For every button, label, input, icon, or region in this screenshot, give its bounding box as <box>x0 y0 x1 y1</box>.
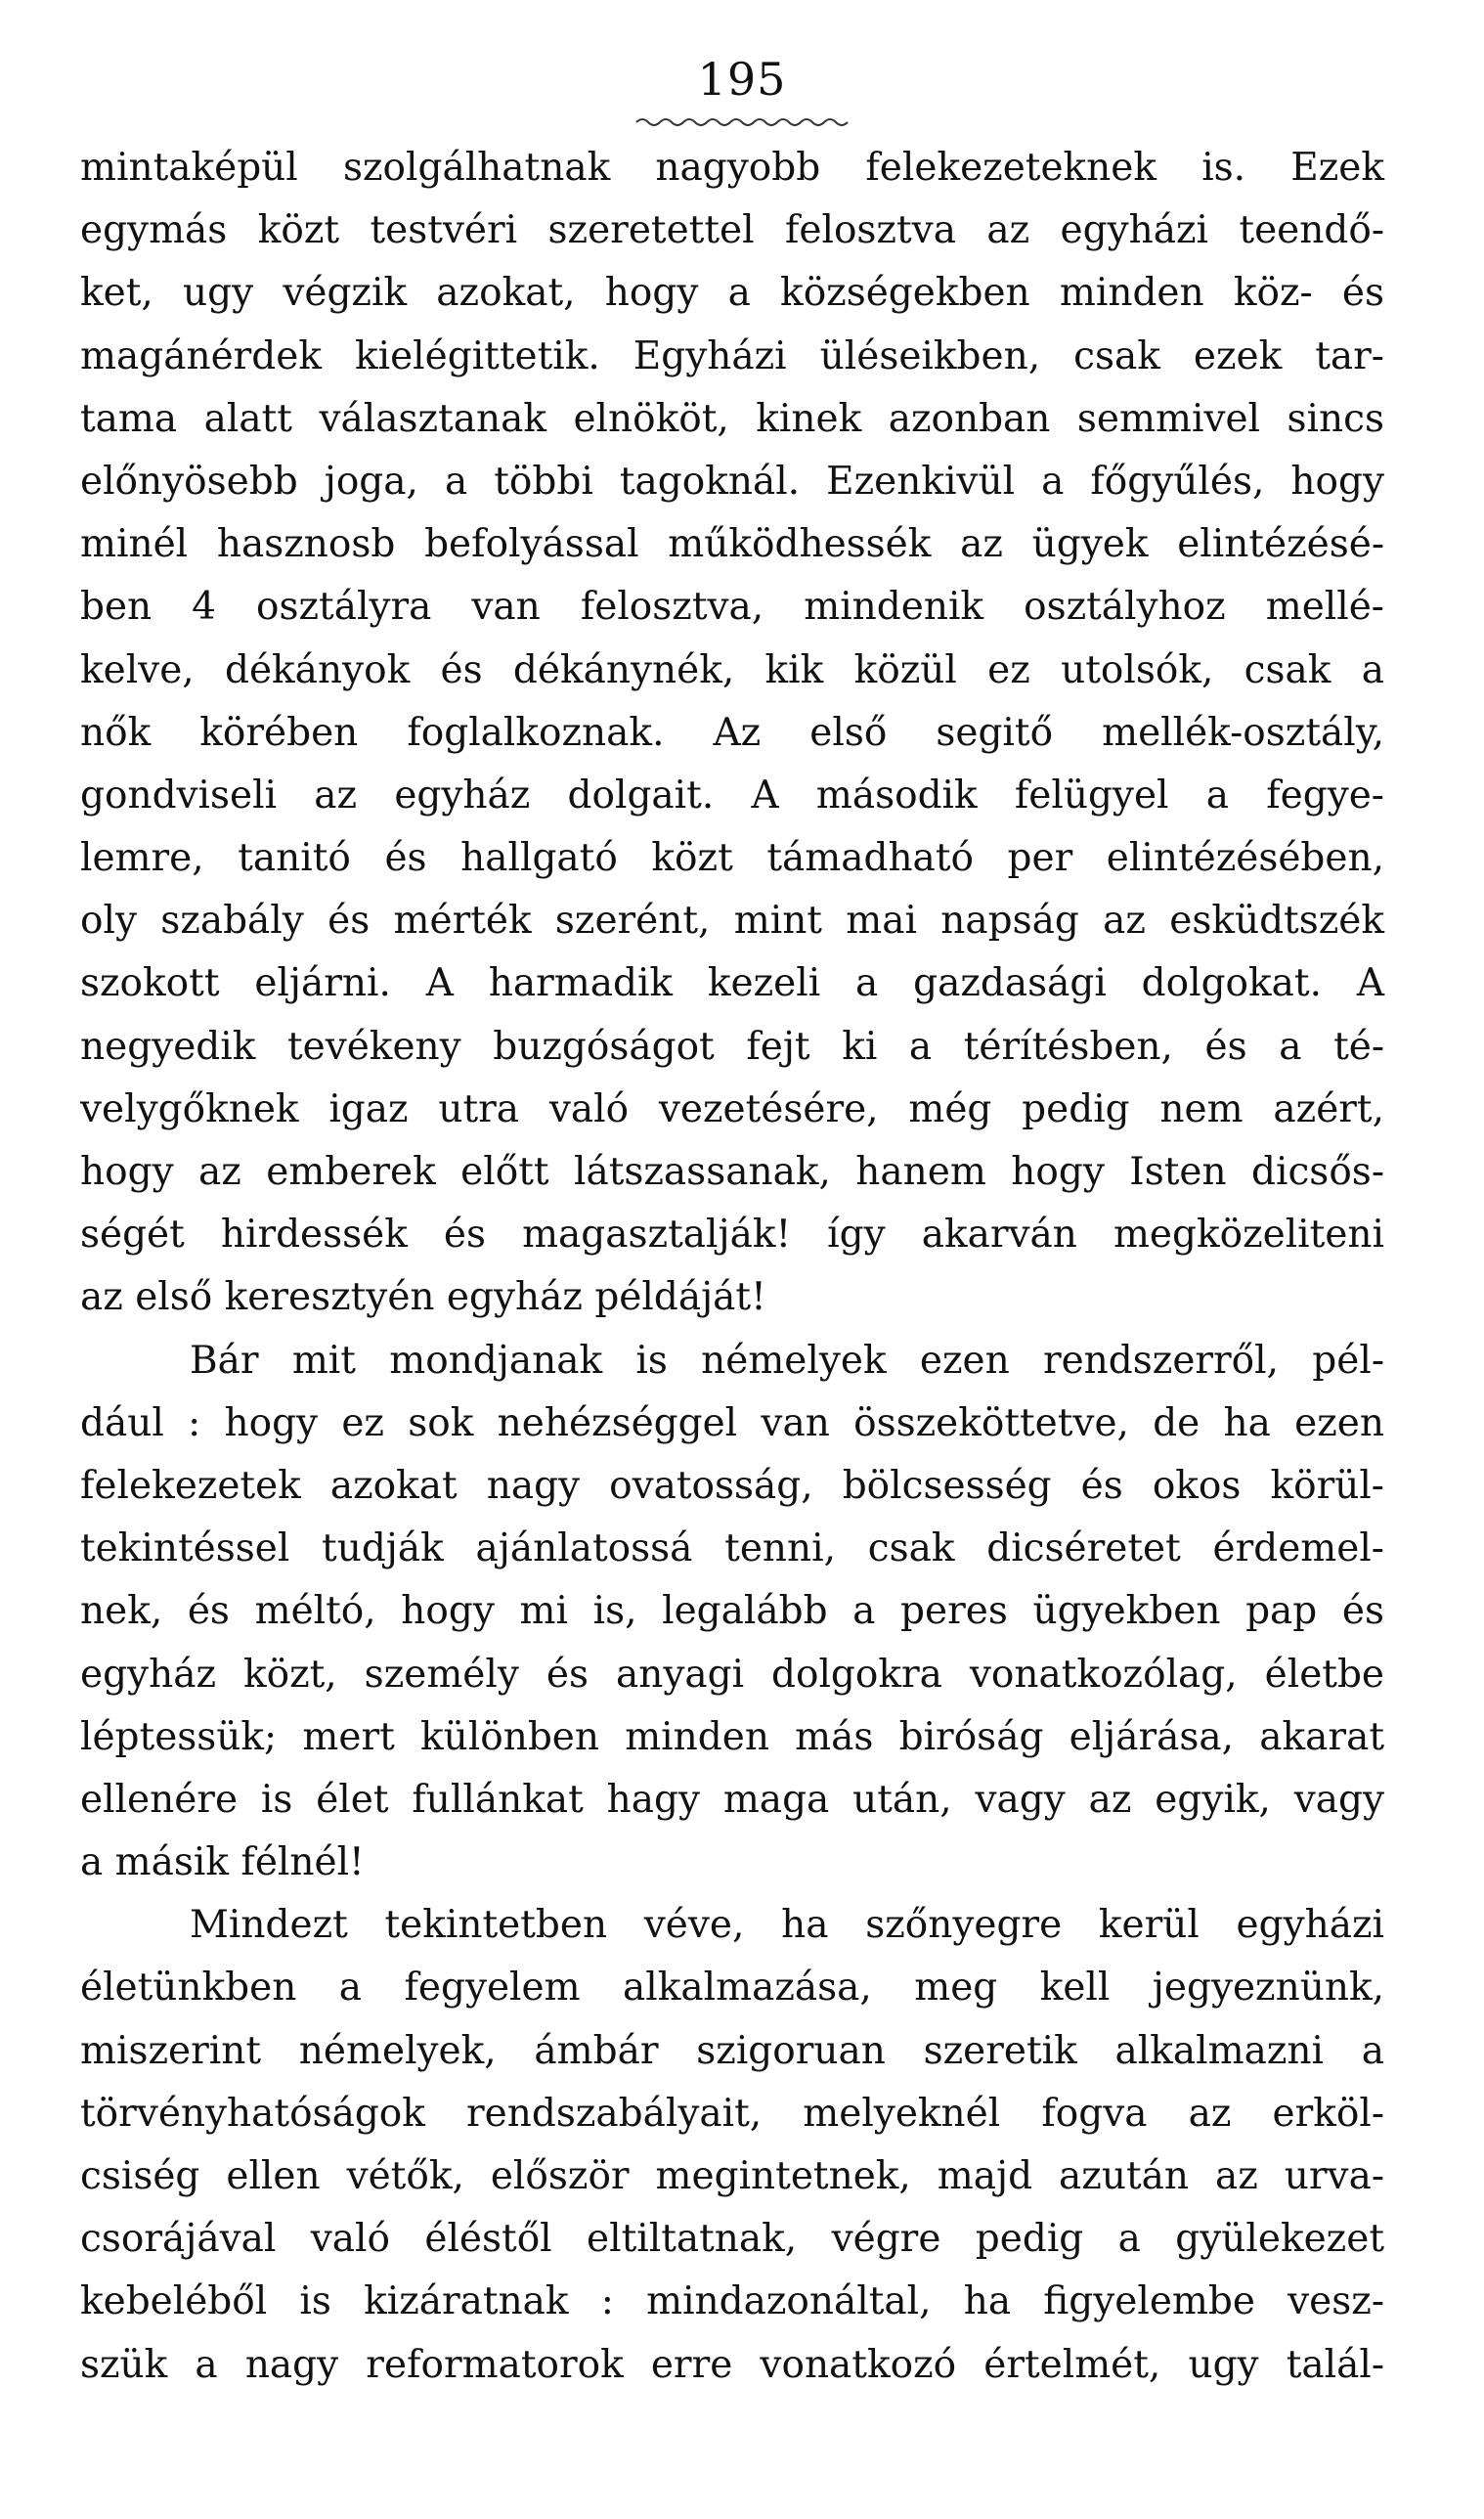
text-line: nek, és méltó, hogy mi is, legalább a peres ügyekben pap és <box>80 1589 1384 1634</box>
text-line: hogy az emberek előtt látszassanak, hanem hogy Isten dicsős- <box>80 1150 1384 1194</box>
text-line: szük a nagy reformatorok erre vonatkozó értelmét, ugy talál- <box>80 2342 1384 2387</box>
text-line: egyház közt, személy és anyagi dolgokra vonatkozólag, életbe <box>80 1652 1384 1697</box>
text-line: dául : hogy ez sok nehézséggel van összeköttetve, de ha ezen <box>80 1400 1384 1445</box>
text-line: minél hasznosb befolyással működhessék az ügyek elintézésé- <box>80 522 1384 567</box>
text-line: ben 4 osztályra van felosztva, mindenik osztályhoz mellé- <box>80 585 1384 630</box>
text-line: törvényhatóságok rendszabályait, melyeknél fogva az erköl- <box>80 2091 1384 2136</box>
text-line: gondviseli az egyház dolgait. A második felügyel a fegye- <box>80 773 1384 818</box>
page-number: 195 <box>697 53 787 106</box>
paragraph-end-line: az első keresztyén egyház példáját! <box>80 1275 766 1320</box>
text-line: lemre, tanitó és hallgató közt támadható per elintézésében, <box>80 836 1384 881</box>
text-line: ellenére is élet fullánkat hagy maga után, vagy az egyik, vagy <box>80 1777 1384 1822</box>
text-line: felekezetek azokat nagy ovatosság, bölcsesség és okos körül- <box>80 1463 1384 1508</box>
text-line: előnyösebb joga, a többi tagoknál. Ezenkivül a főgyűlés, hogy <box>80 459 1384 504</box>
wavy-rule-svg <box>634 115 850 129</box>
text-line: mintaképül szolgálhatnak nagyobb felekezeteknek is. Ezek <box>80 146 1384 190</box>
text-line: életünkben a fegyelem alkalmazása, meg kell jegyeznünk, <box>80 1966 1384 2011</box>
text-line: ségét hirdessék és magasztalják! így akarván megközeliteni <box>80 1213 1384 1258</box>
text-line: tama alatt választanak elnököt, kinek azonban semmivel sincs <box>80 396 1384 441</box>
text-line: negyedik tevékeny buzgóságot fejt ki a térítésben, és a té- <box>80 1024 1384 1069</box>
text-line: csiség ellen vétők, először megintetnek, majd azután az urva- <box>80 2154 1384 2198</box>
text-line: velygőknek igaz utra való vezetésére, még pedig nem azért, <box>80 1086 1384 1131</box>
text-line: tekintéssel tudják ajánlatossá tenni, csak dicséretet érdemel- <box>80 1526 1384 1571</box>
paragraph-end-line: a másik félnél! <box>80 1840 365 1885</box>
text-line: kebeléből is kizáratnak : mindazonáltal, ha figyelembe vesz- <box>80 2279 1384 2324</box>
text-line: oly szabály és mérték szerént, mint mai napság az esküdtszék <box>80 899 1384 944</box>
wavy-rule-icon <box>0 115 1484 129</box>
text-line: egymás közt testvéri szeretettel felosztva az egyházi teendő- <box>80 208 1384 253</box>
text-line: kelve, dékányok és dékánynék, kik közül ez utolsók, csak a <box>80 647 1384 692</box>
paragraph-start-line: Bár mit mondjanak is némelyek ezen rendszerről, pél- <box>190 1338 1384 1383</box>
text-line: miszerint némelyek, ámbár szigoruan szeretik alkalmazni a <box>80 2028 1384 2073</box>
text-line: szokott eljárni. A harmadik kezeli a gazdasági dolgokat. A <box>80 961 1384 1006</box>
text-line: csorájával való éléstől eltiltatnak, végre pedig a gyülekezet <box>80 2217 1384 2262</box>
page-header <box>0 55 1484 104</box>
text-line: léptessük; mert különben minden más biróság eljárása, akarat <box>80 1714 1384 1759</box>
text-line: magánérdek kielégittetik. Egyházi üléseikben, csak ezek tar- <box>80 333 1384 378</box>
text-line: ket, ugy végzik azokat, hogy a községekben minden köz- és <box>80 271 1384 316</box>
text-line: nők körében foglalkoznak. Az első segitő mellék-osztály, <box>80 710 1384 755</box>
paragraph-start-line: Mindezt tekintetben véve, ha szőnyegre kerül egyházi <box>190 1903 1384 1948</box>
body-text <box>80 137 1384 2397</box>
